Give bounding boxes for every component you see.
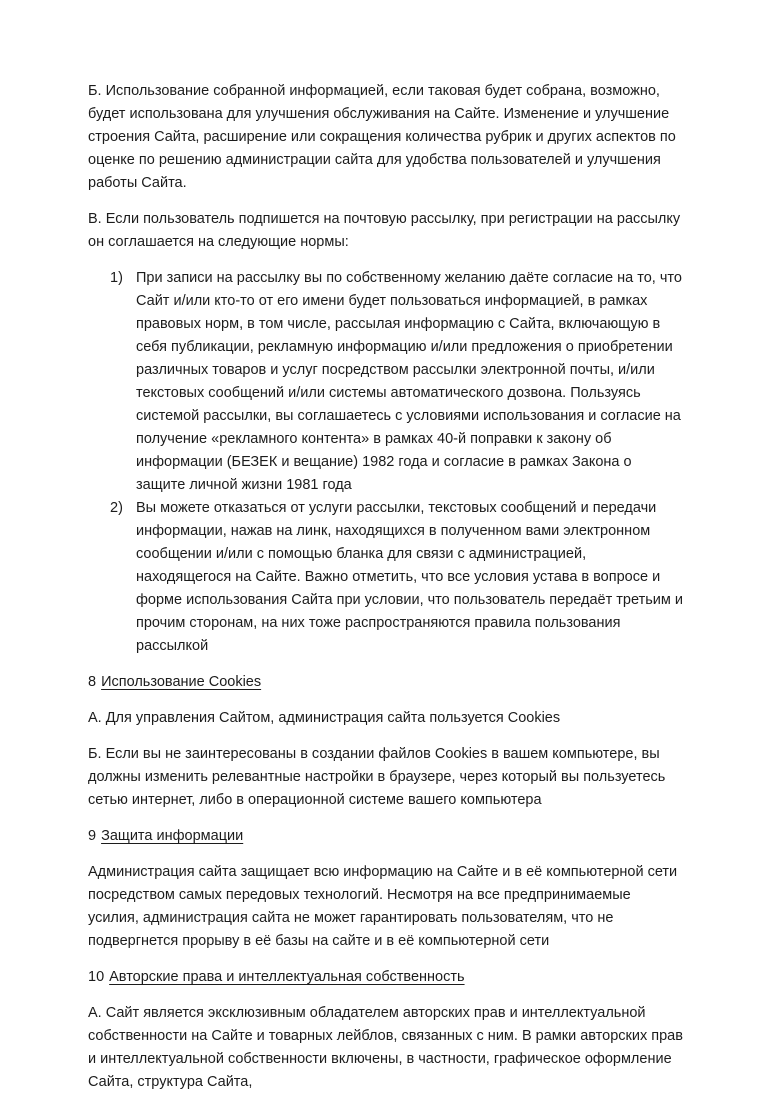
paragraph-usage-of-collected-info: Б. Использование собранной информацией, если таковая будет собрана, возможно, будет использована для улучшения обслуживания на Сайте. Изменение и улучшение строения Сайта, расширение или сокращения количества рубрик и других аспектов по оценке по решению администрации сайта для удобства пользователей и улучшения работы Сайта. <box>88 83 676 191</box>
section-number: 9 <box>88 828 97 844</box>
list-item-text: Вы можете отказаться от услуги рассылки, текстовых сообщений и передачи информации, нажав на линк, находящихся в полученном вами электронном сообщении и/или с помощью бланка для связи с администрацией, находящегося на Сайте. Важно отметить, что все условия устава в вопросе и форме использования Сайта при условии, что пользователь передаёт третьим и прочим сторонам, на них тоже распространяются правила пользования рассылкой <box>136 500 683 654</box>
paragraph-cookies-a: А. Для управления Сайтом, администрация сайта пользуется Cookies <box>88 710 561 726</box>
list-item-text: При записи на рассылку вы по собственному желанию даёте согласие на то, что Сайт и/или кто-то от его имени будет пользоваться информацией, в рамках правовых норм, в том числе, рассылая информацию с Сайта, включающую в себя публикации, рекламную информацию и/или предложения о приобретении различных товаров и услуг посредством рассылки электронной почты, и/или текстовых сообщений и/или системы автоматического дозвона. Пользуясь системой рассылки, вы соглашаетесь с условиями использования и согласие на получение «рекламного контента» в рамках 40-й поправки к закону об информации (БЕЗЕК и вещание) 1982 года и согласие в рамках Закона о защите личной жизни 1981 года <box>136 270 682 493</box>
subscription-terms-list <box>88 267 684 658</box>
section-title: Защита информации <box>101 828 244 844</box>
list-item <box>110 267 684 497</box>
section-title: Использование Cookies <box>101 674 262 690</box>
paragraph-subscription-intro: В. Если пользователь подпишется на почтовую рассылку, при регистрации на рассылку он соглашается на следующие нормы: <box>88 211 681 250</box>
list-item-number: 1) <box>110 270 123 286</box>
section-number: 8 <box>88 674 97 690</box>
paragraph-cookies-b: Б. Если вы не заинтересованы в создании файлов Cookies в вашем компьютере, вы должны изменить релевантные настройки в браузере, через который вы пользуетесь сетью интернет, либо в операционной системе вашего компьютера <box>88 746 666 808</box>
section-number: 10 <box>88 969 105 985</box>
list-item <box>110 497 684 658</box>
section-title: Авторские права и интеллектуальная собственность <box>109 969 465 985</box>
section-heading-copyright <box>88 966 684 989</box>
list-item-number: 2) <box>110 500 123 516</box>
section-heading-cookies <box>88 671 684 694</box>
paragraph-security: Администрация сайта защищает всю информацию на Сайте и в её компьютерной сети посредством самых передовых технологий. Несмотря на все предпринимаемые усилия, администрация сайта не может гарантировать пользователям, что не подвергнется прорыву в её базы на сайте и в её компьютерной сети <box>88 864 678 949</box>
section-heading-security <box>88 825 684 848</box>
paragraph-copyright-a: А. Сайт является эксклюзивным обладателем авторских прав и интеллектуальной собственности на Сайте и товарных лейблов, связанных с ним. В рамки авторских прав и интеллектуальной собственности включены, в частности, графическое оформление Сайта, структура Сайта, <box>88 1005 683 1090</box>
